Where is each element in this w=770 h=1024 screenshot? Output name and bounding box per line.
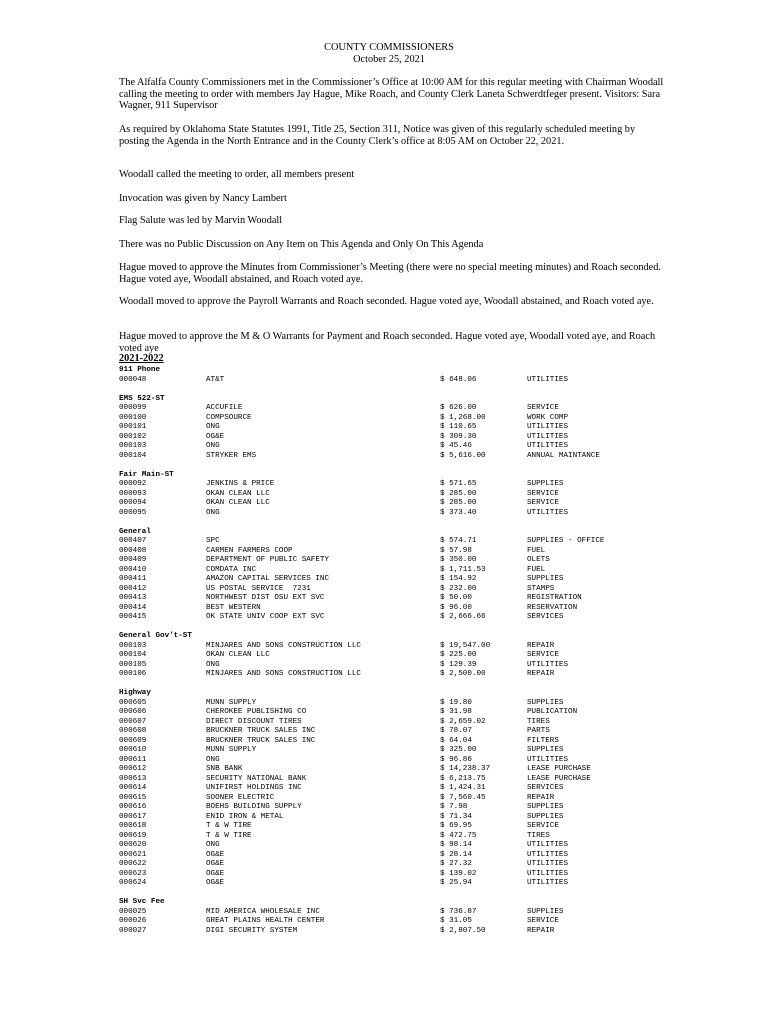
warrant-amount: $ 7,560.45	[440, 793, 486, 802]
warrant-number: 000609	[119, 736, 147, 745]
warrant-number: 000106	[119, 670, 147, 678]
vendor-name: OG&E	[206, 879, 225, 887]
warrant-amount: $ 28.14	[440, 850, 472, 859]
fund-separator	[119, 385, 679, 395]
warrant-purpose: SUPPLIES	[527, 812, 564, 821]
fund-separator	[119, 889, 679, 899]
warrant-amount: $ 285.00	[440, 489, 477, 498]
warrant-purpose: REGISTRATION	[527, 594, 582, 602]
warrant-number: 000620	[119, 841, 147, 849]
paragraph-payroll-motion: Woodall moved to approve the Payroll Warrants and Roach seconded. Hague voted aye, Woodall abstained, and Roach voted aye.	[119, 296, 654, 307]
warrant-row	[119, 879, 679, 889]
warrant-number: 000100	[119, 413, 147, 422]
vendor-name: ONG	[206, 660, 220, 669]
document-title: COUNTY COMMISSIONERS	[324, 42, 454, 53]
warrant-row	[119, 404, 679, 414]
vendor-name: ONG	[206, 841, 220, 849]
vendor-name: OK STATE UNIV COOP EXT SVC	[206, 613, 325, 621]
warrant-number: 000605	[119, 698, 147, 707]
warrant-row	[119, 613, 679, 623]
warrant-amount: $ 1,711.53	[440, 565, 486, 574]
warrant-list	[119, 366, 679, 936]
vendor-name: NORTHWEST DIST OSU EXT SVC	[206, 594, 325, 602]
vendor-name: OKAN CLEAN LLC	[206, 499, 270, 507]
paragraph-invocation: Invocation was given by Nancy Lambert	[119, 193, 287, 204]
paragraph-minutes-motion: Hague moved to approve the Minutes from Commissioner’s Meeting (there were no special meeting minutes) and Roach seconded. Hague voted aye, Woodall abstained, and Roach voted aye.	[119, 262, 661, 285]
warrant-number: 000411	[119, 575, 147, 583]
warrant-number: 000608	[119, 727, 147, 735]
vendor-name: COMPSOURCE	[206, 413, 252, 422]
fund-name: General Gov't-ST	[119, 632, 192, 640]
warrant-purpose: SERVICE	[527, 651, 559, 659]
vendor-name: OG&E	[206, 860, 225, 868]
vendor-name: T & W TIRE	[206, 822, 252, 830]
vendor-name: OKAN CLEAN LLC	[206, 651, 270, 659]
warrant-purpose: PARTS	[527, 727, 550, 735]
warrant-number: 000412	[119, 584, 147, 593]
warrant-amount: $ 2,500.00	[440, 670, 486, 678]
vendor-name: ONG	[206, 508, 220, 517]
fund-section	[119, 689, 679, 889]
vendor-name: OG&E	[206, 850, 225, 859]
warrant-amount: $ 129.39	[440, 660, 477, 669]
warrant-number: 000095	[119, 508, 147, 517]
warrant-number: 000410	[119, 565, 147, 574]
warrant-row	[119, 566, 679, 576]
warrant-purpose: UTILITIES	[527, 375, 569, 384]
warrant-purpose: UTILITIES	[527, 869, 569, 878]
warrant-purpose: SUPPLIES	[527, 907, 564, 916]
warrant-row	[119, 670, 679, 680]
vendor-name: BRUCKNER TRUCK SALES INC	[206, 727, 316, 735]
warrant-number: 000407	[119, 537, 147, 545]
warrant-row	[119, 376, 679, 386]
fund-name: Fair Main-ST	[119, 470, 174, 479]
warrant-amount: $ 285.00	[440, 499, 477, 507]
warrant-amount: $ 96.86	[440, 755, 472, 764]
warrant-row	[119, 860, 679, 870]
warrant-number: 000104	[119, 451, 147, 460]
warrant-row	[119, 699, 679, 709]
vendor-name: BEST WESTERN	[206, 603, 261, 612]
warrant-row	[119, 841, 679, 851]
warrant-amount: $ 571.65	[440, 480, 477, 488]
vendor-name: OG&E	[206, 869, 225, 878]
fund-name: Highway	[119, 689, 151, 697]
warrant-amount: $ 31.98	[440, 708, 472, 716]
warrant-purpose: REPAIR	[527, 670, 555, 678]
warrant-amount: $ 57.98	[440, 546, 472, 555]
warrant-row	[119, 661, 679, 671]
warrant-amount: $ 6,213.75	[440, 774, 486, 783]
vendor-name: DIRECT DISCOUNT TIRES	[206, 717, 302, 726]
warrant-amount: $ 5,616.00	[440, 451, 486, 460]
warrant-purpose: FUEL	[527, 546, 546, 555]
warrant-amount: $ 1,424.31	[440, 784, 486, 792]
warrant-number: 000622	[119, 860, 147, 868]
vendor-name: ACCUFILE	[206, 404, 243, 412]
vendor-name: DEPARTMENT OF PUBLIC SAFETY	[206, 556, 330, 564]
warrant-number: 000105	[119, 660, 147, 669]
warrant-number: 000101	[119, 423, 147, 431]
warrant-number: 000619	[119, 831, 147, 840]
warrant-amount: $ 225.00	[440, 651, 477, 659]
warrant-purpose: SERVICE	[527, 404, 559, 412]
meeting-date: October 25, 2021	[353, 54, 425, 65]
warrant-purpose: ANNUAL MAINTANCE	[527, 451, 600, 460]
warrant-amount: $ 50.00	[440, 594, 472, 602]
vendor-name: SOONER ELECTRIC	[206, 793, 275, 802]
fund-section	[119, 395, 679, 462]
warrant-number: 000408	[119, 546, 147, 555]
vendor-name: DIGI SECURITY SYSTEM	[206, 926, 298, 935]
warrant-amount: $ 78.07	[440, 727, 472, 735]
vendor-name: CARMEN FARMERS COOP	[206, 546, 293, 555]
warrant-row	[119, 414, 679, 424]
warrant-row	[119, 604, 679, 614]
warrant-number: 000094	[119, 499, 147, 507]
warrant-purpose: UTILITIES	[527, 879, 569, 887]
warrant-amount: $ 69.95	[440, 822, 472, 830]
warrant-number: 000616	[119, 803, 147, 811]
paragraph-flag-salute: Flag Salute was led by Marvin Woodall	[119, 215, 283, 226]
warrant-row	[119, 727, 679, 737]
warrant-purpose: TIRES	[527, 831, 550, 840]
warrant-purpose: SERVICE	[527, 917, 559, 925]
paragraph-attendance: The Alfalfa County Commissioners met in the Commissioner’s Office at 10:00 AM for this regular meeting with Chairman Woodall calling the meeting to order with members Jay Hague, Mike Roach, and County Clerk Laneta Schwerdtfeger present. Visitors: Sara Wagner, 911 Supervisor	[119, 77, 664, 112]
warrant-purpose: FILTERS	[527, 736, 559, 745]
warrant-row	[119, 803, 679, 813]
warrant-row	[119, 556, 679, 566]
warrant-purpose: RESERVATION	[527, 603, 578, 612]
warrant-number: 000103	[119, 641, 147, 650]
warrant-row	[119, 794, 679, 804]
vendor-name: T & W TIRE	[206, 831, 252, 840]
vendor-name: US POSTAL SERVICE 7231	[206, 584, 311, 593]
warrant-number: 000093	[119, 489, 147, 498]
warrant-row	[119, 822, 679, 832]
paragraph-call-to-order: Woodall called the meeting to order, all members present	[119, 169, 355, 180]
warrant-amount: $ 2,659.02	[440, 717, 486, 726]
warrant-amount: $ 64.04	[440, 736, 472, 745]
warrant-number: 000612	[119, 765, 147, 773]
warrant-amount: $ 2,666.66	[440, 613, 486, 621]
warrant-purpose: UTILITIES	[527, 423, 569, 431]
paragraph-public-discussion: There was no Public Discussion on Any Item on This Agenda and Only On This Agenda	[119, 239, 484, 250]
warrant-number: 000624	[119, 879, 147, 887]
warrant-row	[119, 499, 679, 509]
warrant-row	[119, 642, 679, 652]
vendor-name: SECURITY NATIONAL BANK	[206, 774, 307, 783]
fund-name: General	[119, 527, 151, 536]
warrant-amount: $ 626.00	[440, 404, 477, 412]
warrant-amount: $ 648.06	[440, 375, 477, 384]
warrant-purpose: REPAIR	[527, 641, 555, 650]
vendor-name: BOEHS BUILDING SUPPLY	[206, 803, 302, 811]
warrant-row	[119, 908, 679, 918]
warrant-purpose: REPAIR	[527, 926, 555, 935]
warrant-amount: $ 71.34	[440, 812, 472, 821]
fund-name: EMS 522-ST	[119, 394, 165, 403]
warrant-number: 000414	[119, 603, 147, 612]
warrant-number: 000611	[119, 755, 147, 764]
warrant-amount: $ 45.46	[440, 442, 472, 450]
warrant-purpose: UTILITIES	[527, 442, 569, 450]
warrant-amount: $ 7.98	[440, 803, 468, 811]
warrant-row	[119, 746, 679, 756]
vendor-name: CHEROKEE PUBLISHING CO	[206, 708, 307, 716]
warrant-purpose: TIRES	[527, 717, 550, 726]
fund-section	[119, 471, 679, 519]
warrant-purpose: UTILITIES	[527, 860, 569, 868]
fund-section	[119, 528, 679, 623]
warrant-purpose: SUPPLIES	[527, 803, 564, 811]
warrant-purpose: SUPPLIES	[527, 746, 564, 754]
warrant-number: 000614	[119, 784, 147, 792]
vendor-name: ENID IRON & METAL	[206, 812, 284, 821]
vendor-name: MID AMERICA WHOLESALE INC	[206, 907, 320, 916]
vendor-name: MUNN SUPPLY	[206, 746, 257, 754]
paragraph-notice: As required by Oklahoma State Statutes 1991, Title 25, Section 311, Notice was given of this regularly scheduled meeting by posting the Agenda in the North Entrance and in the County Clerk’s office at 8:05 AM on October 22, 2021.	[119, 124, 636, 147]
warrant-row	[119, 851, 679, 861]
warrant-amount: $ 736.87	[440, 907, 477, 916]
warrant-number: 000618	[119, 822, 147, 830]
warrant-row	[119, 765, 679, 775]
warrant-number: 000413	[119, 594, 147, 602]
vendor-name: UNIFIRST HOLDINGS INC	[206, 784, 302, 792]
warrant-amount: $ 373.40	[440, 508, 477, 517]
vendor-name: AMAZON CAPITAL SERVICES INC	[206, 575, 330, 583]
warrant-amount: $ 1,268.00	[440, 413, 486, 422]
warrant-purpose: LEASE PURCHASE	[527, 765, 591, 773]
warrant-amount: $ 96.00	[440, 603, 472, 612]
warrant-amount: $ 139.02	[440, 869, 477, 878]
warrant-row	[119, 813, 679, 823]
warrant-amount: $ 14,238.37	[440, 765, 491, 773]
vendor-name: SPC	[206, 537, 220, 545]
warrant-row	[119, 927, 679, 937]
fund-separator	[119, 680, 679, 690]
warrant-number: 000606	[119, 708, 147, 716]
warrant-amount: $ 25.94	[440, 879, 472, 887]
warrant-amount: $ 19,547.00	[440, 641, 491, 650]
warrant-number: 000099	[119, 404, 147, 412]
warrant-purpose: SUPPLIES	[527, 698, 564, 707]
warrant-purpose: SERVICES	[527, 784, 564, 792]
warrant-amount: $ 31.05	[440, 917, 472, 925]
warrant-row	[119, 775, 679, 785]
warrant-row	[119, 433, 679, 443]
warrant-row	[119, 917, 679, 927]
vendor-name: AT&T	[206, 375, 225, 384]
warrant-purpose: PUBLICATION	[527, 708, 578, 716]
warrant-purpose: UTILITIES	[527, 850, 569, 859]
warrant-row	[119, 575, 679, 585]
warrant-row	[119, 832, 679, 842]
vendor-name: ONG	[206, 442, 220, 450]
warrant-number: 000048	[119, 375, 147, 384]
vendor-name: MINJARES AND SONS CONSTRUCTION LLC	[206, 641, 361, 650]
warrant-purpose: REPAIR	[527, 793, 555, 802]
warrant-number: 000623	[119, 869, 147, 878]
warrant-purpose: SERVICE	[527, 499, 559, 507]
warrant-row	[119, 452, 679, 462]
fund-section	[119, 366, 679, 385]
warrant-purpose: UTILITIES	[527, 432, 569, 441]
warrant-row	[119, 756, 679, 766]
paragraph-warrants-motion: Hague moved to approve the M & O Warrants for Payment and Roach seconded. Hague voted aye, Woodall voted aye, and Roach voted aye	[119, 331, 656, 354]
warrant-purpose: LEASE PURCHASE	[527, 774, 591, 783]
warrant-row	[119, 651, 679, 661]
warrant-number: 000610	[119, 746, 147, 754]
warrant-amount: $ 325.00	[440, 746, 477, 754]
vendor-name: ONG	[206, 755, 220, 764]
warrant-number: 000617	[119, 812, 147, 821]
warrant-number: 000415	[119, 613, 147, 621]
warrant-amount: $ 27.32	[440, 860, 472, 868]
warrant-row	[119, 718, 679, 728]
warrant-number: 000409	[119, 556, 147, 564]
warrant-purpose: WORK COMP	[527, 413, 569, 422]
warrant-number: 000103	[119, 442, 147, 450]
warrant-purpose: FUEL	[527, 565, 546, 574]
warrant-purpose: SUPPLIES - OFFICE	[527, 537, 605, 545]
vendor-name: OG&E	[206, 432, 225, 441]
warrant-row	[119, 537, 679, 547]
warrant-purpose: SERVICE	[527, 489, 559, 498]
warrant-amount: $ 19.80	[440, 698, 472, 707]
warrant-purpose: SUPPLIES	[527, 575, 564, 583]
warrant-row	[119, 423, 679, 433]
vendor-name: BRUCKNER TRUCK SALES INC	[206, 736, 316, 745]
warrant-amount: $ 154.92	[440, 575, 477, 583]
fund-section	[119, 632, 679, 680]
warrant-number: 000615	[119, 793, 147, 802]
warrant-number: 000613	[119, 774, 147, 783]
warrant-amount: $ 110.65	[440, 423, 477, 431]
warrant-row	[119, 490, 679, 500]
fund-separator	[119, 623, 679, 633]
warrant-number: 000104	[119, 651, 147, 659]
warrant-number: 000102	[119, 432, 147, 441]
warrant-purpose: SUPPLIES	[527, 480, 564, 488]
fiscal-year-heading: 2021-2022	[119, 353, 164, 364]
fund-separator	[119, 518, 679, 528]
warrant-amount: $ 98.14	[440, 841, 472, 849]
vendor-name: GREAT PLAINS HEALTH CENTER	[206, 917, 325, 925]
fund-separator	[119, 461, 679, 471]
vendor-name: STRYKER EMS	[206, 451, 257, 460]
fund-name: 911 Phone	[119, 366, 161, 374]
warrant-row	[119, 737, 679, 747]
warrant-purpose: STAMPS	[527, 584, 555, 593]
warrant-amount: $ 309.30	[440, 432, 477, 441]
warrant-amount: $ 232.00	[440, 584, 477, 593]
warrant-amount: $ 350.00	[440, 556, 477, 564]
warrant-purpose: SERVICE	[527, 822, 559, 830]
warrant-amount: $ 472.75	[440, 831, 477, 840]
warrant-row	[119, 870, 679, 880]
warrant-purpose: UTILITIES	[527, 755, 569, 764]
warrant-number: 000092	[119, 480, 147, 488]
warrant-row	[119, 509, 679, 519]
warrant-number: 000607	[119, 717, 147, 726]
warrant-number: 000026	[119, 917, 147, 925]
warrant-purpose: OLETS	[527, 556, 550, 564]
vendor-name: MUNN SUPPLY	[206, 698, 257, 707]
warrant-purpose: SERVICES	[527, 613, 564, 621]
fund-section	[119, 898, 679, 936]
warrant-row	[119, 708, 679, 718]
warrant-row	[119, 585, 679, 595]
warrant-purpose: UTILITIES	[527, 508, 569, 517]
warrant-number: 000027	[119, 926, 147, 935]
warrant-purpose: UTILITIES	[527, 660, 569, 669]
warrant-purpose: UTILITIES	[527, 841, 569, 849]
vendor-name: COMDATA INC	[206, 565, 257, 574]
vendor-name: MINJARES AND SONS CONSTRUCTION LLC	[206, 670, 361, 678]
warrant-row	[119, 547, 679, 557]
warrant-number: 000621	[119, 850, 147, 859]
warrant-amount: $ 2,807.50	[440, 926, 486, 935]
vendor-name: ONG	[206, 423, 220, 431]
warrant-row	[119, 594, 679, 604]
vendor-name: OKAN CLEAN LLC	[206, 489, 270, 498]
warrant-row	[119, 480, 679, 490]
warrant-number: 000025	[119, 907, 147, 916]
warrant-amount: $ 574.71	[440, 537, 477, 545]
warrant-row	[119, 784, 679, 794]
vendor-name: SNB BANK	[206, 765, 243, 773]
fund-name: SH Svc Fee	[119, 898, 165, 906]
vendor-name: JENKINS & PRICE	[206, 480, 275, 488]
warrant-row	[119, 442, 679, 452]
